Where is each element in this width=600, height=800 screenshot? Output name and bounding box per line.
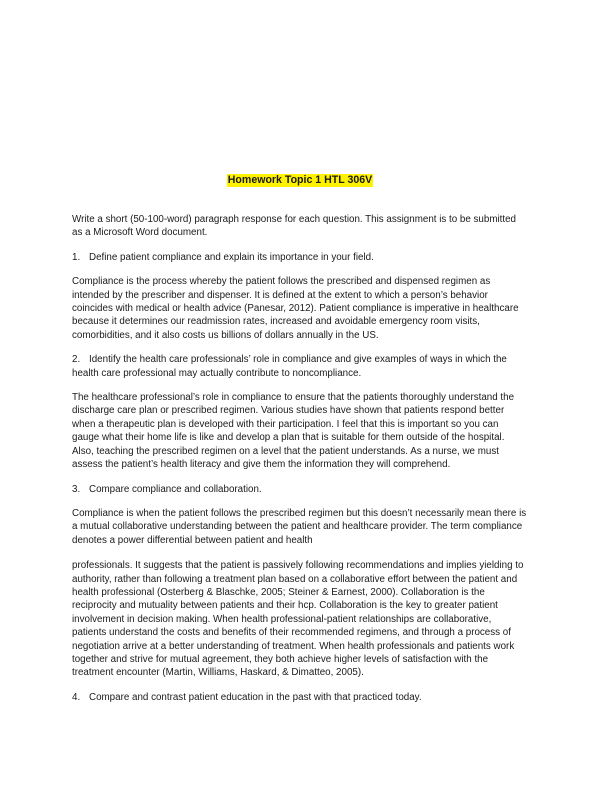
question-2	[72, 353, 528, 380]
question-number: 1.	[72, 251, 81, 263]
instructions-paragraph: Write a short (50-100-word) paragraph response for each question. This assignment is to be submitted as a Microsoft Word document.	[72, 214, 516, 239]
answer-2: The healthcare professional’s role in compliance to ensure that the patients thoroughly understand the discharge care plan or prescribed regimen. Various studies have shown that patients respond better when a therapeutic plan is developed with their participation. I feel that this is important so you can gauge what their home life is like and develop a plan that is suitable for them outside of the hospital. Also, teaching the prescribed regimen on a level that the patient understands. As a nurse, we must assess the patient’s health literacy and give them the information they will comprehend.	[72, 392, 515, 471]
question-number: 3.	[72, 483, 81, 495]
question-text: Identify the health care professionals’ role in compliance and give examples of ways in which the health care professional may actually contribute to noncompliance.	[72, 354, 507, 379]
document-body	[72, 213, 528, 715]
document-title: Homework Topic 1 HTL 306V	[227, 174, 373, 186]
question-number: 2.	[72, 354, 81, 366]
answer-3-continued: professionals. It suggests that the patient is passively following recommendations and implies yielding to authority, rather than following a treatment plan based on a collaborative effort between the patient and health professional (Osterberg & Blaschke, 2005; Steiner & Earnest, 2000). Collaboration is the reciprocity and mutuality between patients and their hcp. Collaboration is the key to greater patient involvement in decision making. When health professional-patient relationships are collaborative, patients understand the costs and benefits of their recommended regimens, and through a process of negotiation arrive at a better understanding of treatment. When health professionals and patients work together and strive for mutual agreement, they both achieve higher levels of satisfaction with the treatment encounter (Martin, Williams, Haskard, & Dimatteo, 2005).	[72, 560, 524, 679]
question-text: Compare compliance and collaboration.	[89, 483, 262, 495]
question-1	[72, 251, 528, 264]
question-text: Define patient compliance and explain its importance in your field.	[89, 251, 374, 263]
title-container	[0, 170, 600, 188]
answer-3: Compliance is when the patient follows the prescribed regimen but this doesn’t necessarily mean there is a mutual collaborative understanding between the patient and healthcare provider. The term compliance denotes a power differential between patient and health	[72, 507, 527, 546]
question-text: Compare and contrast patient education in the past with that practiced today.	[89, 691, 422, 703]
question-number: 4.	[72, 691, 81, 703]
answer-1: Compliance is the process whereby the patient follows the prescribed and dispensed regimen as intended by the prescriber and dispenser. It is defined at the extent to which a person’s behavior coincides with medical or health advice (Panesar, 2012). Patient compliance is imperative in healthcare because it determines our readmission rates, increased and avoidable emergency room visits, comorbidities, and it also costs us billions of dollars annually in the US.	[72, 276, 519, 341]
question-3	[72, 483, 528, 496]
question-4	[72, 691, 528, 704]
